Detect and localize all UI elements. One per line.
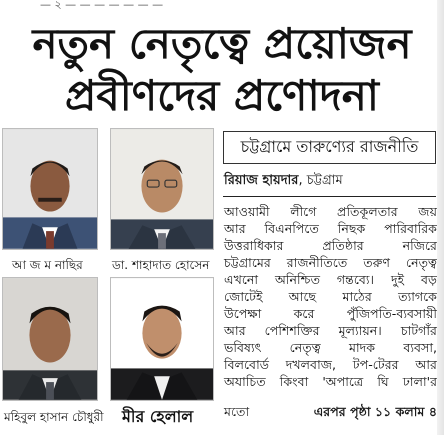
portrait-3-image	[3, 278, 97, 400]
byline-name: রিয়াজ হায়দার	[224, 173, 299, 188]
byline-place: , চট্টগ্রাম	[298, 173, 343, 188]
photo-1-caption: আ জ ম নাছির	[12, 258, 83, 272]
photo-3	[2, 277, 98, 401]
continuation-line	[224, 404, 437, 421]
headline-line-1: নতুন নেতৃত্বে প্রয়োজন	[32, 19, 412, 68]
portrait-4-image	[111, 278, 213, 400]
body-line: আওয়ামী লীগে প্রতিকূলতার জয়	[224, 204, 437, 219]
top-clipped-strip	[0, 0, 444, 12]
article-kicker: চট্টগ্রামে তারুণ্যের রাজনীতি	[240, 137, 419, 156]
body-line: চট্টগ্রামের রাজনীতিতে তরুণ নেতৃত্ব	[224, 255, 437, 270]
top-strip-text: — ২ — — — — — — —	[40, 0, 164, 11]
last-word: মতো	[224, 404, 250, 419]
article-kicker-box	[223, 131, 436, 164]
body-line: বিলবোর্ড দখলবাজ, টপ-টেরর আর	[224, 357, 437, 372]
headline-line-2: প্রবীণদের প্রণোদনা	[65, 71, 379, 120]
photo-1	[2, 128, 98, 250]
continuation-link[interactable]: এরপর পৃষ্ঠা ১১ কলাম ৪	[313, 404, 437, 419]
photo-2-caption: ডা. শাহাদাত হোসেন	[112, 258, 210, 272]
byline	[224, 171, 436, 192]
photo-4-caption: মীর হেলাল	[122, 407, 194, 426]
photo-2	[110, 128, 214, 250]
body-line: উপেক্ষা করে পুঁজিপতি-ব্যবসায়ী	[224, 306, 437, 321]
body-line: অযাচিত কিংবা 'অপাত্রে ঘি ঢালা'র	[224, 374, 437, 389]
portrait-1-image	[3, 129, 97, 249]
body-line: উত্তরাধিকার প্রতিষ্ঠার নজিরে	[224, 238, 437, 253]
portrait-2-image	[111, 129, 213, 249]
body-line: এখনো অনিশ্চিত গন্তব্যে। দুই বড়	[224, 272, 437, 287]
photo-4	[110, 277, 214, 401]
body-line: জোটেই আছে মাঠের ত্যাগকে	[224, 289, 437, 304]
body-line: ভবিষ্যৎ নেতৃত্ব মাদক ব্যবসা,	[224, 340, 437, 355]
byline-rule	[223, 196, 436, 197]
body-line: আর বিএনপিতে নিছক পারিবারিক	[224, 221, 437, 236]
photo-3-caption: মহিবুল হাসান চৌধুরী	[4, 410, 104, 424]
body-line: আর পেশিশক্তির মূল্যায়ন। চাটগাঁর	[224, 323, 437, 338]
article-body	[224, 203, 437, 390]
page-fold-edge	[437, 0, 444, 435]
